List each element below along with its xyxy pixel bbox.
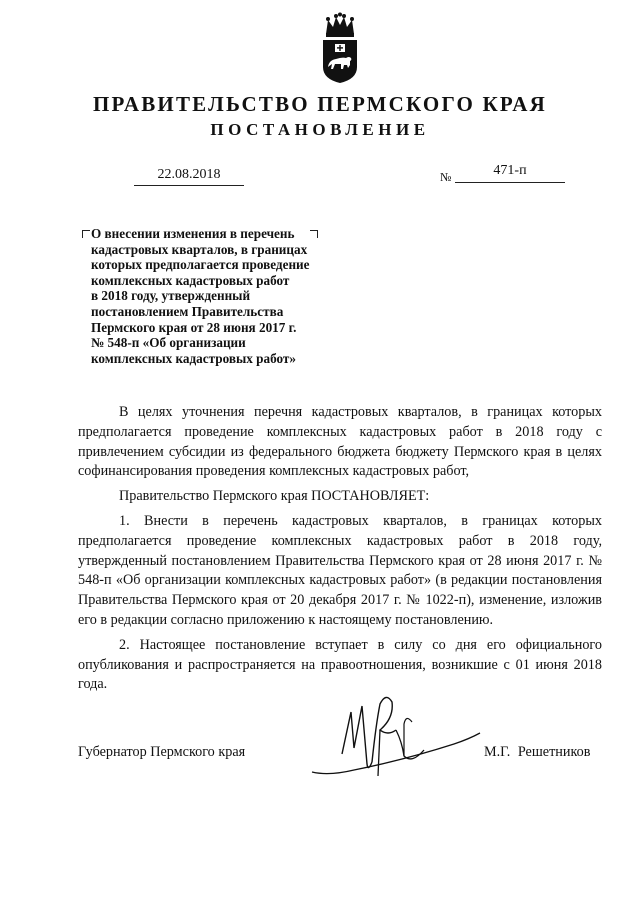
subject-heading <box>84 226 354 366</box>
body-paragraph-resolves: Правительство Пермского края ПОСТАНОВЛЯЕТ: <box>119 488 430 505</box>
subject-line: комплексных кадастровых работ <box>91 272 290 288</box>
body-paragraph-item-1: 1. Внести в перечень кадастровых кварталов, в границах которых предполагается проведение комплексных кадастровых работ в 2018 году, утвержденный постановлением Правительства Пермского края от 28 июня 2017 г. № 548-п «Об организации комплексных кадастровых работ» (в редакции постановления Правительства Пермского края от 20 декабря 2017 г. № 1022-п), изменение, изложив его в редакции согласно приложению к настоящему постановлению. <box>78 512 602 628</box>
government-title: ПРАВИТЕЛЬСТВО ПЕРМСКОГО КРАЯ <box>92 92 547 116</box>
document-number: 471-п <box>455 163 565 183</box>
subject-line: в 2018 году, утвержденный <box>91 288 251 304</box>
coat-of-arms-emblem <box>318 12 362 84</box>
subject-line: кадастровых кварталов, в границах <box>91 241 308 257</box>
signatory-position: Губернатор Пермского края <box>78 744 246 760</box>
subject-line: № 548-п «Об организации <box>91 335 246 351</box>
subject-line: О внесении изменения в перечень <box>91 226 295 241</box>
document-type: ПОСТАНОВЛЕНИЕ <box>210 120 430 139</box>
subject-line: комплексных кадастровых работ» <box>91 350 297 366</box>
subject-line: постановлением Правительства <box>91 303 284 319</box>
subject-block <box>84 226 354 366</box>
document-date: 22.08.2018 <box>134 167 244 186</box>
handwritten-signature <box>254 684 484 784</box>
number-label: № <box>440 170 452 184</box>
subject-line: которых предполагается проведение <box>91 257 310 273</box>
signatory-name: М.Г. Решетников <box>484 744 591 760</box>
subject-bracket-left <box>82 230 90 238</box>
document-body <box>78 403 602 695</box>
body-paragraph-preamble: В целях уточнения перечня кадастровых кварталов, в границах которых предполагается проведение комплексных кадастровых работ в 2018 году с привлечением субсидии из федерального бюджета бюджету Пермского края в целях софинансирования проведения комплексных кадастровых работ, <box>78 404 602 480</box>
subject-line: Пермского края от 28 июня 2017 г. <box>91 319 297 335</box>
body-paragraph-item-2: 2. Настоящее постановление вступает в силу со дня его официального опубликования и распространяется на правоотношения, возникшие с 01 июня 2018 года. <box>78 636 602 693</box>
subject-bracket-right <box>310 230 318 238</box>
